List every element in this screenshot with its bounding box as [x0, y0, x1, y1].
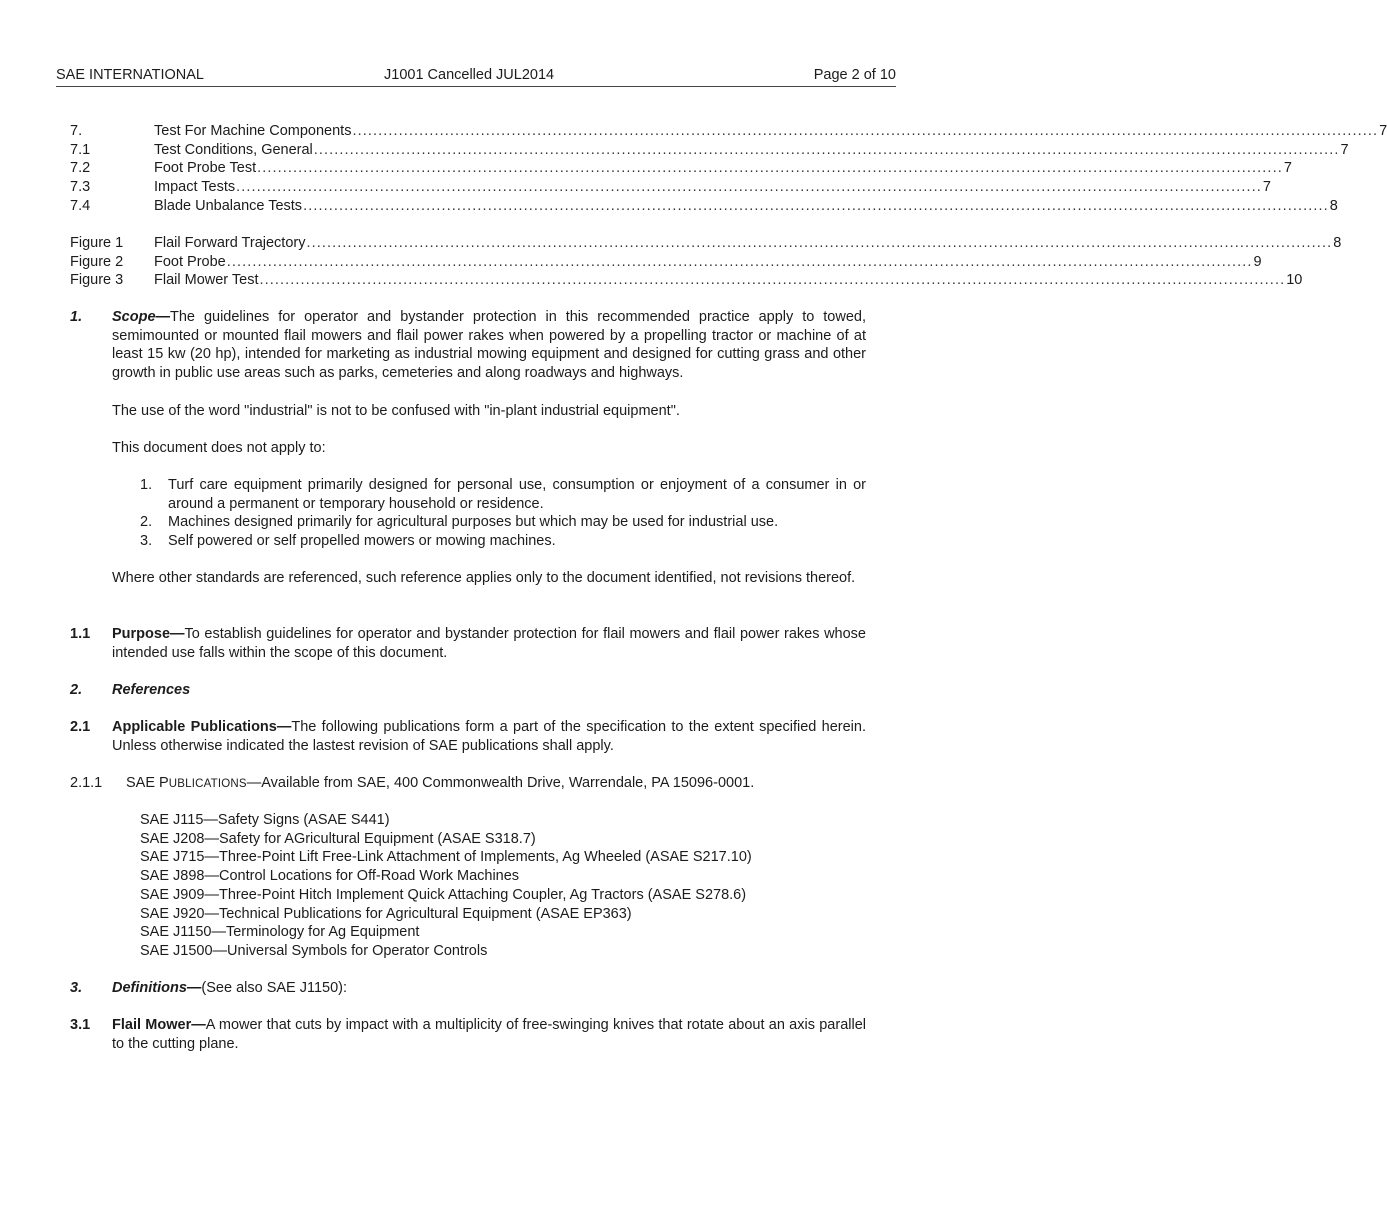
- toc-entry[interactable]: [70, 141, 1349, 160]
- section-text: —Available from SAE, 400 Commonwealth Drive, Warrendale, PA 15096-0001.: [246, 775, 755, 791]
- section-number: 2.: [70, 682, 83, 698]
- scope-paragraph-references: Where other standards are referenced, such reference applies only to the document identified, not revisions thereof.: [112, 570, 856, 586]
- publication-item: SAE J208—Safety for AGricultural Equipment (ASAE S318.7): [140, 830, 536, 847]
- toc-entry-number: 7.: [70, 123, 83, 139]
- figure-entry-number: Figure 2: [70, 253, 124, 270]
- section-text: A mower that cuts by impact with a multiplicity of free-swinging knives that rotate about an axis parallel to the cutting plane.: [112, 1017, 866, 1052]
- section-sae-publications: [70, 774, 866, 794]
- figure-entry-title: Foot Probe: [154, 253, 226, 270]
- section-flail-mower: [70, 1016, 866, 1053]
- publication-item: SAE J920—Technical Publications for Agricultural Equipment (ASAE EP363): [140, 905, 632, 922]
- figure-entry-page: 10: [1286, 272, 1303, 289]
- figure-entry-title: Flail Mower Test: [154, 272, 259, 289]
- toc-entry-title: Impact Tests: [154, 179, 236, 196]
- section-heading: References: [112, 682, 191, 698]
- publication-item: SAE J898—Control Locations for Off-Road Work Machines: [140, 868, 520, 885]
- section-heading: Flail Mower—: [112, 1017, 206, 1033]
- toc-entry-page: 7: [1262, 179, 1271, 196]
- list-item: [140, 532, 866, 551]
- section-body: [112, 308, 866, 383]
- toc-entry[interactable]: [70, 122, 1387, 141]
- section-applicable-publications: [70, 718, 866, 755]
- section-body: [112, 1016, 866, 1053]
- section-heading: Purpose—: [112, 626, 185, 642]
- section-body: [112, 681, 866, 700]
- header-doc-id: J1001 Cancelled JUL2014: [384, 67, 555, 83]
- section-number: 2.1: [70, 719, 91, 735]
- publication-item: SAE J115—Safety Signs (ASAE S441): [140, 812, 390, 828]
- table-of-contents: [70, 122, 1387, 215]
- toc-leader: ........................................................................................................................................................................................................: [226, 253, 1253, 270]
- exclusions-list: [140, 476, 866, 551]
- list-item-number: 1.: [140, 477, 153, 493]
- toc-entry-title: Test For Machine Components: [154, 123, 352, 139]
- section-heading-smallcaps: UBLICATIONS: [168, 778, 247, 790]
- section-references: [70, 681, 866, 700]
- section-body: [112, 979, 866, 998]
- section-purpose: [70, 625, 866, 662]
- toc-entry-page: 7: [1283, 160, 1292, 177]
- list-item: [140, 476, 866, 513]
- section-definitions: [70, 979, 866, 998]
- figure-entry-page: 8: [1333, 235, 1342, 251]
- toc-leader: ........................................................................................................................................................................................................: [259, 272, 1286, 289]
- list-item: [140, 513, 866, 532]
- list-item-text: Self powered or self propelled mowers or mowing machines.: [168, 533, 556, 550]
- section-heading: Scope—: [112, 309, 171, 325]
- figure-entry-page: 9: [1253, 253, 1262, 270]
- toc-entry-number: 7.1: [70, 141, 91, 158]
- toc-entry-title: Foot Probe Test: [154, 160, 257, 177]
- section-text: To establish guidelines for operator and bystander protection for flail mowers and flail power rakes whose intended use falls within the scope of this document.: [112, 626, 866, 661]
- publication-item: SAE J909—Three-Point Hitch Implement Quick Attaching Coupler, Ag Tractors (ASAE S278.6): [140, 886, 747, 903]
- scope-paragraph-exclusions-intro: This document does not apply to:: [112, 440, 326, 456]
- page-header: [56, 66, 896, 87]
- header-page-number: Page 2 of 10: [813, 67, 896, 83]
- list-item-text: Turf care equipment primarily designed for personal use, consumption or enjoyment of a consumer in or around a permanent or temporary household or residence.: [168, 477, 866, 512]
- toc-entry-page: 8: [1329, 197, 1338, 214]
- toc-leader: ........................................................................................................................................................................................................: [303, 197, 1329, 214]
- toc-entry[interactable]: [70, 159, 1292, 178]
- toc-leader: ........................................................................................................................................................................................................: [352, 123, 1379, 139]
- section-number: 3.1: [70, 1017, 91, 1033]
- toc-leader: ........................................................................................................................................................................................................: [306, 235, 1333, 251]
- figure-entry[interactable]: [70, 234, 1342, 253]
- toc-entry[interactable]: [70, 197, 1338, 216]
- publication-item: SAE J715—Three-Point Lift Free-Link Attachment of Implements, Ag Wheeled (ASAE S217.10): [140, 849, 752, 866]
- section-heading-initial: SAE P: [126, 775, 169, 791]
- publication-item: SAE J1150—Terminology for Ag Equipment: [140, 924, 420, 941]
- toc-entry-number: 7.4: [70, 197, 91, 214]
- figure-entry-title: Flail Forward Trajectory: [154, 235, 306, 251]
- section-number: 2.1.1: [70, 775, 103, 791]
- section-text: The guidelines for operator and bystander protection in this recommended practice apply to towed, semimounted or mounted flail mowers and flail power rakes when powered by a propelling tractor or machine of at least 15 kw (20 hp), intended for marketing as industrial mowing equipment and designed for cutting grass and other growth in public use areas such as parks, cemeteries and along roadways and highways.: [112, 309, 866, 382]
- section-number: 3.: [70, 980, 83, 996]
- figure-entry[interactable]: [70, 253, 1262, 272]
- list-item-number: 3.: [140, 533, 153, 550]
- header-org: SAE INTERNATIONAL: [56, 67, 204, 83]
- toc-entry-title: Blade Unbalance Tests: [154, 197, 303, 214]
- toc-leader: ........................................................................................................................................................................................................: [313, 141, 1340, 158]
- toc-entry-page: 7: [1340, 141, 1349, 158]
- figure-entry-number: Figure 1: [70, 235, 124, 251]
- publications-list: [140, 811, 866, 961]
- section-body: [112, 718, 866, 755]
- figure-entry-number: Figure 3: [70, 272, 124, 289]
- toc-leader: ........................................................................................................................................................................................................: [257, 160, 1283, 177]
- publication-item: SAE J1500—Universal Symbols for Operator Controls: [140, 942, 488, 959]
- list-of-figures: [70, 234, 1342, 290]
- toc-entry-number: 7.3: [70, 179, 91, 196]
- scope-paragraph-industrial: The use of the word "industrial" is not to be confused with "in-plant industrial equipment".: [112, 403, 680, 419]
- list-item-text: Machines designed primarily for agricultural purposes but which may be used for industrial use.: [168, 514, 779, 531]
- toc-entry[interactable]: [70, 178, 1271, 197]
- section-number: 1.1: [70, 626, 91, 642]
- section-number: 1.: [70, 309, 83, 325]
- toc-entry-number: 7.2: [70, 160, 91, 177]
- section-text: (See also SAE J1150):: [201, 980, 348, 996]
- toc-entry-title: Test Conditions, General: [154, 141, 313, 158]
- list-item-number: 2.: [140, 514, 153, 531]
- figure-entry[interactable]: [70, 271, 1303, 290]
- section-body: [126, 774, 866, 794]
- toc-leader: ........................................................................................................................................................................................................: [236, 179, 1262, 196]
- section-heading: Definitions—: [112, 980, 202, 996]
- section-text: The following publications form a part of the specification to the extent specified herein. Unless otherwise indicated the lastest revision of SAE publications shall apply.: [112, 719, 866, 754]
- toc-entry-page: 7: [1379, 123, 1387, 139]
- section-scope: [70, 308, 866, 383]
- section-body: [112, 625, 866, 662]
- section-heading: Applicable Publications—: [112, 719, 292, 735]
